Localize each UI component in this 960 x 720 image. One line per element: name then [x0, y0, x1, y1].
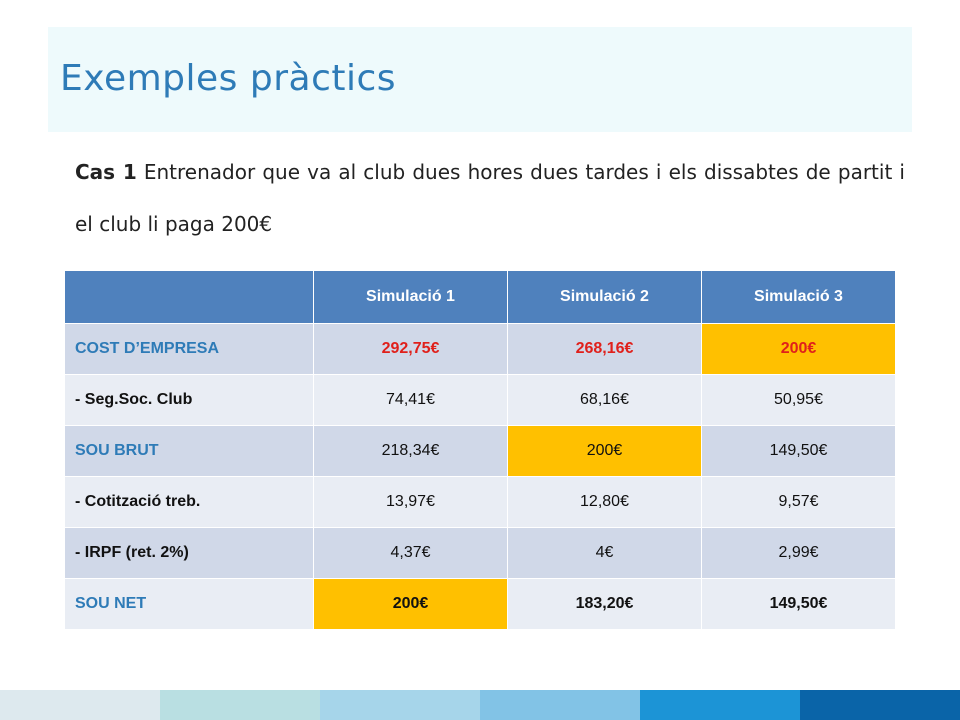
row-cotitzacio-treb — [65, 477, 896, 528]
cell-value: 4,37€ — [314, 528, 508, 579]
case-label: Cas 1 — [75, 160, 137, 184]
footer-segment — [640, 690, 800, 720]
cell-value: 218,34€ — [314, 426, 508, 477]
intro-paragraph — [75, 146, 905, 250]
footer-segment — [160, 690, 320, 720]
cell-value: 74,41€ — [314, 375, 508, 426]
row-sou-net — [65, 579, 896, 630]
row-label: SOU NET — [65, 579, 314, 630]
footer-color-bar — [0, 690, 960, 720]
cell-value-highlight: 200€ — [702, 324, 896, 375]
cell-value-highlight: 200€ — [314, 579, 508, 630]
cell-value: 268,16€ — [508, 324, 702, 375]
header-simulacio-3: Simulació 3 — [702, 271, 896, 324]
cell-value: 12,80€ — [508, 477, 702, 528]
cell-value: 183,20€ — [508, 579, 702, 630]
row-label: - Cotització treb. — [65, 477, 314, 528]
cell-value: 13,97€ — [314, 477, 508, 528]
cell-value: 50,95€ — [702, 375, 896, 426]
footer-segment — [320, 690, 480, 720]
header-simulacio-2: Simulació 2 — [508, 271, 702, 324]
table-header-row — [65, 271, 896, 324]
cell-value-highlight: 200€ — [508, 426, 702, 477]
row-label: COST D’EMPRESA — [65, 324, 314, 375]
simulation-table — [64, 270, 896, 630]
row-sou-brut — [65, 426, 896, 477]
row-cost-empresa — [65, 324, 896, 375]
cell-value: 9,57€ — [702, 477, 896, 528]
header-empty — [65, 271, 314, 324]
row-label: SOU BRUT — [65, 426, 314, 477]
cell-value: 68,16€ — [508, 375, 702, 426]
footer-segment — [480, 690, 640, 720]
cell-value: 4€ — [508, 528, 702, 579]
case-description: Entrenador que va al club dues hores dues tardes i els dissabtes de partit i el club li paga 200€ — [75, 160, 905, 236]
cell-value: 2,99€ — [702, 528, 896, 579]
header-simulacio-1: Simulació 1 — [314, 271, 508, 324]
cell-value: 292,75€ — [314, 324, 508, 375]
row-irpf — [65, 528, 896, 579]
page-title: Exemples pràctics — [60, 58, 397, 99]
row-label: - Seg.Soc. Club — [65, 375, 314, 426]
footer-segment — [800, 690, 960, 720]
row-label: - IRPF (ret. 2%) — [65, 528, 314, 579]
footer-segment — [0, 690, 160, 720]
cell-value: 149,50€ — [702, 426, 896, 477]
cell-value: 149,50€ — [702, 579, 896, 630]
row-seg-soc-club — [65, 375, 896, 426]
